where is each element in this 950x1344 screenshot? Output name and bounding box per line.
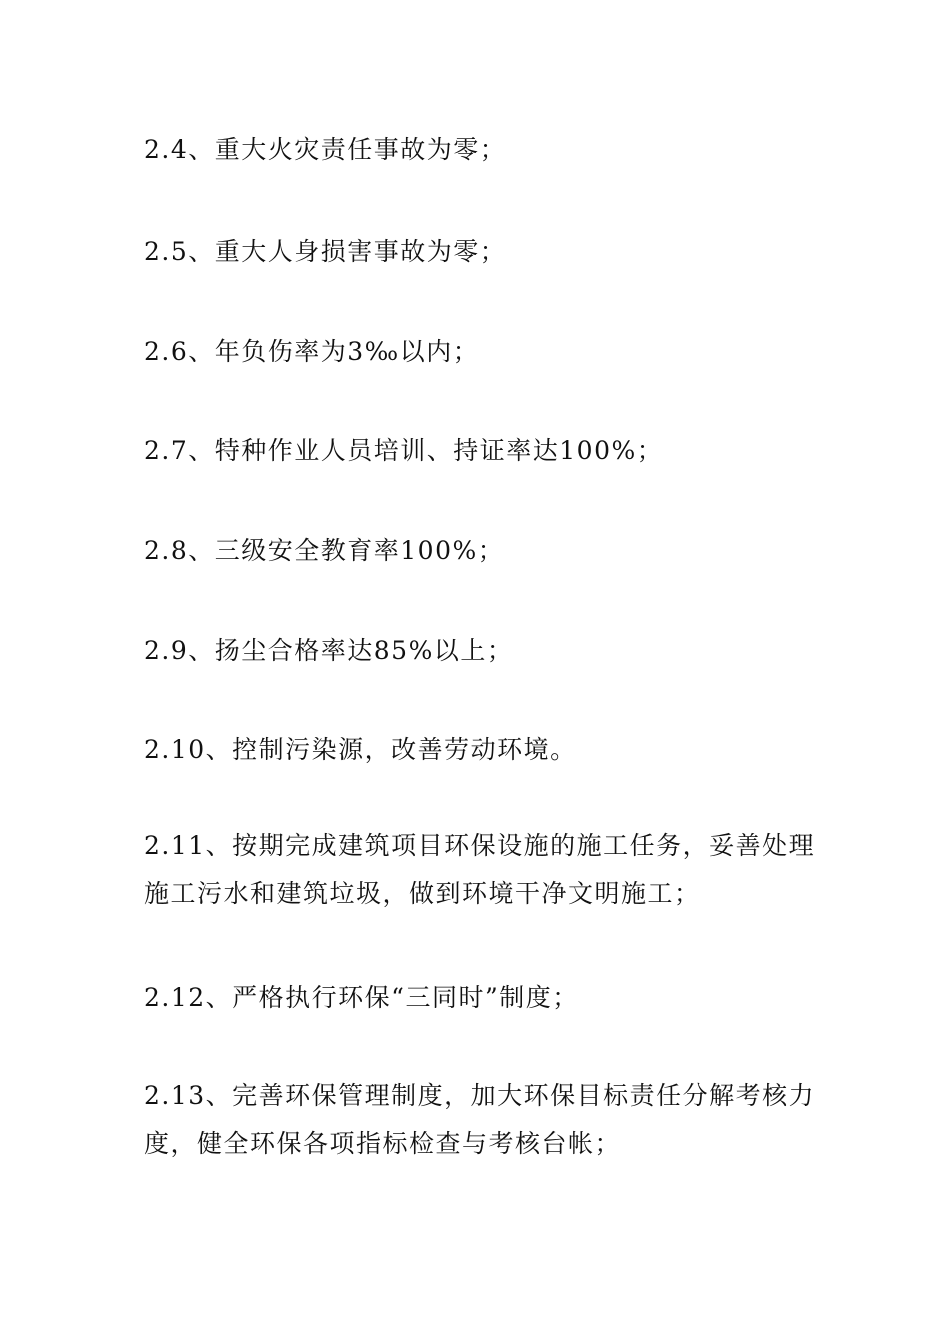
paragraph-2-12: 2.12、严格执行环保“三同时”制度； <box>144 983 579 1012</box>
paragraph-2-11: 2.11、按期完成建筑项目环保设施的施工任务，妥善处理施工污水和建筑垃圾，做到环境干净文明施工； <box>144 831 816 908</box>
paragraph-2-10: 2.10、控制污染源，改善劳动环境。 <box>144 735 577 764</box>
paragraph-2-4: 2.4、重大火灾责任事故为零； <box>144 135 507 164</box>
paragraph-2-8: 2.8、三级安全教育率100%； <box>144 536 505 565</box>
paragraph-2-13: 2.13、完善环保管理制度，加大环保目标责任分解考核力度，健全环保各项指标检查与考核台帐； <box>144 1081 816 1158</box>
paragraph-2-7: 2.7、特种作业人员培训、持证率达100%； <box>144 436 664 465</box>
paragraph-2-5: 2.5、重大人身损害事故为零； <box>144 237 507 266</box>
paragraph-2-9: 2.9、扬尘合格率达85%以上； <box>144 636 514 665</box>
paragraph-2-6: 2.6、年负伤率为3‰以内； <box>144 337 480 366</box>
